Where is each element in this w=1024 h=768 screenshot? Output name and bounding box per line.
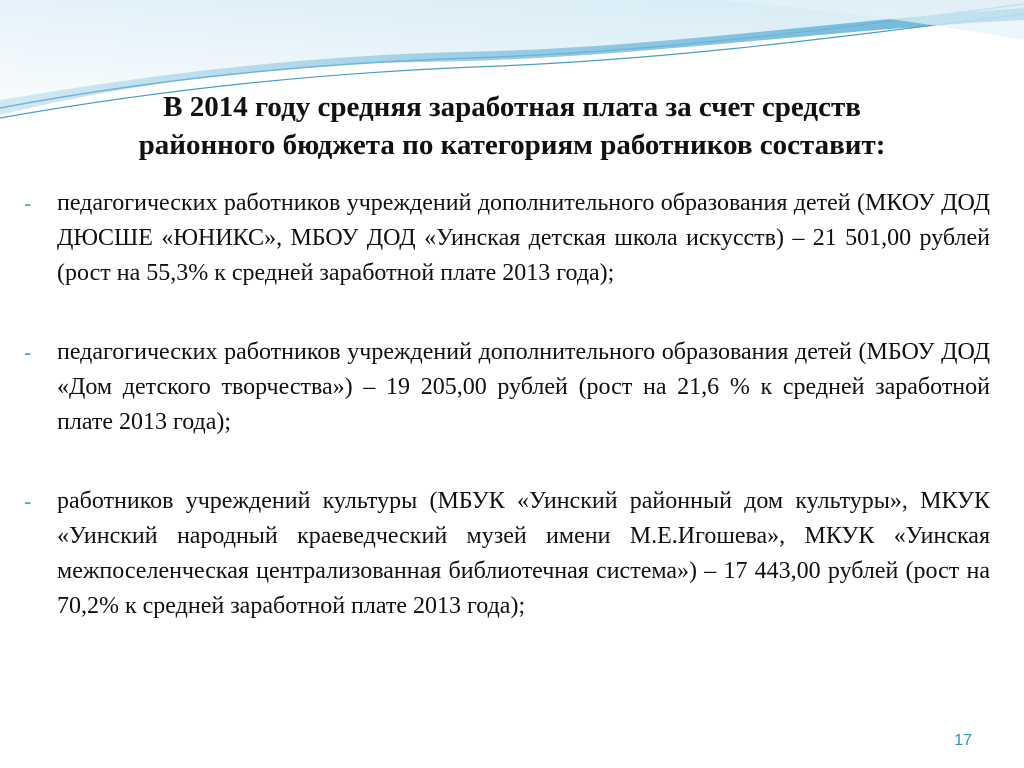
bullet-item — [24, 186, 990, 291]
bullet-text: педагогических работников учреждений дополнительного образования детей (МКОУ ДОД ДЮСШЕ «ЮНИКС», МБОУ ДОД «Уинская детская школа искусств) – 21 501,00 рублей (рост на 55,3% к средней заработной плате 2013 года); — [57, 190, 990, 286]
bullet-item — [24, 335, 990, 440]
page-number: 17 — [954, 732, 972, 749]
bullet-list — [24, 186, 990, 624]
title-line-2: районного бюджета по категориям работников составит: — [138, 129, 886, 161]
bullet-item — [24, 484, 990, 624]
bullet-dash-icon: - — [24, 489, 32, 514]
bullet-text: работников учреждений культуры (МБУК «Уинский районный дом культуры», МКУК «Уинский народный краеведческий музей имени М.Е.Игошева», МКУК «Уинская межпоселенческая централизованная библиотечная система») – 17 443,00 рублей (рост на 70,2% к средней заработной плате 2013 года); — [57, 488, 990, 619]
title-line-1: В 2014 году средняя заработная плата за счет средств — [163, 91, 861, 123]
slide-title — [40, 88, 984, 164]
bullet-text: педагогических работников учреждений дополнительного образования детей (МБОУ ДОД «Дом детского творчества») – 19 205,00 рублей (рост на 21,6 % к средней заработной плате 2013 года); — [57, 339, 990, 435]
bullet-dash-icon: - — [24, 191, 32, 216]
bullet-dash-icon: - — [24, 340, 32, 365]
